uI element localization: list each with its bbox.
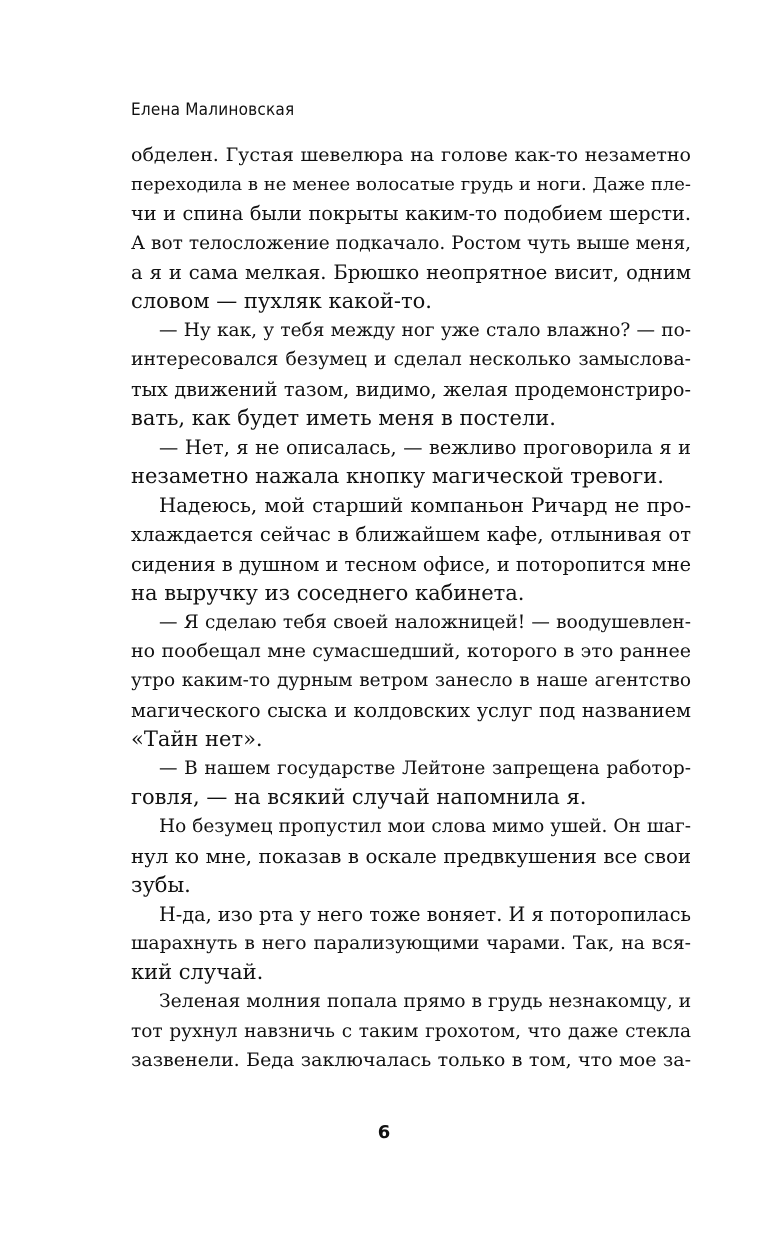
text-line: — В нашем государстве Лейтоне запрещена работор- [159, 757, 691, 779]
text-line: чи и спина были покрыты каким-то подобием шерсти. [131, 202, 691, 226]
text-line: зазвенели. Беда заключалась только в том, что мое за- [131, 1048, 691, 1071]
text-line: Н-да, изо рта у него тоже воняет. И я поторопилась [159, 902, 691, 926]
text-line: незаметно нажала кнопку магической тревоги. [131, 464, 664, 489]
text-line: кий случай. [131, 960, 264, 985]
text-line: утро каким-то дурным ветром занесло в наше агентство [131, 670, 691, 692]
text-line: нул ко мне, показав в оскале предвкушения все свои [131, 844, 691, 868]
text-line: Но безумец пропустил мои слова мимо ушей. Он шаг- [159, 816, 691, 838]
text-line: шарахнуть в него парализующими чарами. Так, на вся- [131, 933, 691, 955]
text-line: обделен. Густая шевелюра на голове как-то незаметно [131, 144, 691, 166]
text-line: — Нет, я не описалась, — вежливо проговорила я и [159, 435, 691, 459]
running-head-author: Елена Малиновская [131, 100, 295, 120]
text-line: а я и сама мелкая. Брюшко неопрятное висит, одним [131, 260, 691, 284]
text-line: Зеленая молния попала прямо в грудь незнакомцу, и [159, 991, 692, 1013]
text-line: переходила в не менее волосатые грудь и ноги. Даже пле- [131, 174, 691, 196]
page-number: 6 [377, 1122, 391, 1143]
text-line: сидения в душном и тесном офисе, и поторопится мне [131, 552, 691, 576]
text-line: А вот телосложение подкачало. Ростом чуть выше меня, [131, 232, 691, 254]
text-line: словом — пухляк какой-то. [131, 288, 432, 313]
text-line: магического сыска и колдовских услуг под названием [131, 698, 691, 722]
text-line: тых движений тазом, видимо, желая продемонстриро- [131, 377, 691, 401]
text-line: интересовался безумец и сделал несколько замыслова- [131, 349, 691, 371]
text-line: вать, как будет иметь меня в постели. [131, 405, 556, 430]
text-line: на выручку из соседнего кабинета. [131, 580, 525, 605]
text-line: говля, — на всякий случай напомнила я. [131, 785, 587, 810]
text-line: «Тайн нет». [131, 726, 263, 751]
text-line: — Я сделаю тебя своей наложницей! — воодушевлен- [159, 612, 691, 633]
body-text [131, 141, 691, 1075]
text-line: Надеюсь, мой старший компаньон Ричард не про- [159, 494, 691, 518]
text-line: зубы. [131, 872, 191, 897]
text-line: — Ну как, у тебя между ног уже стало влажно? — по- [159, 320, 691, 342]
text-line: тот рухнул навзничь с таким грохотом, что даже стекла [131, 1020, 691, 1042]
text-line: но пообещал мне сумасшедший, которого в это раннее [131, 640, 691, 663]
text-line: хлаждается сейчас в ближайшем кафе, отлынивая от [131, 523, 691, 547]
